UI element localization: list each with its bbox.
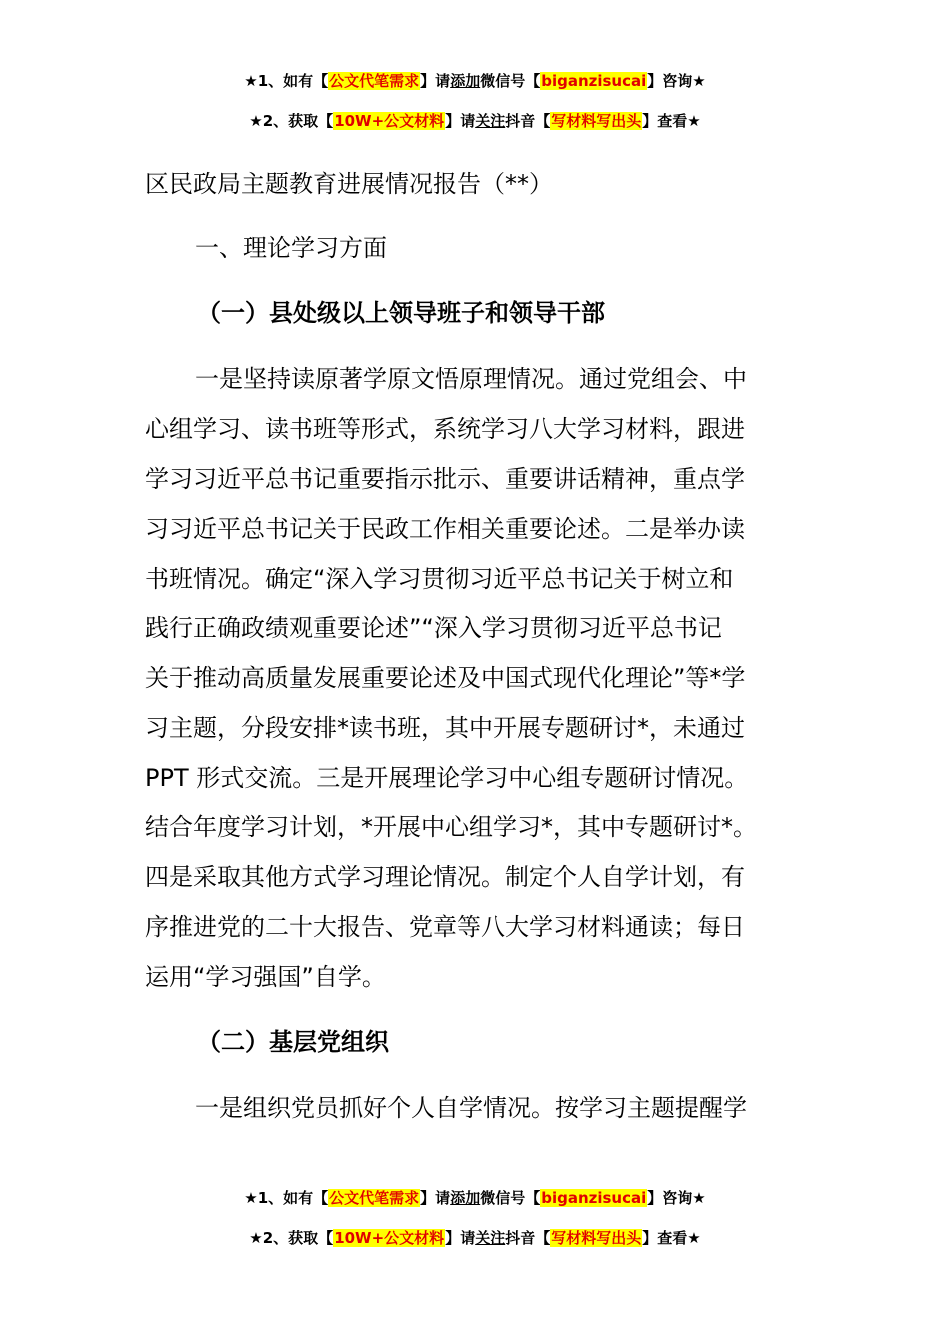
header-banner-line-2: ★2、获取【10W+公文材料】请关注抖音【写材料写出头】查看★ (249, 112, 701, 130)
footer-banner-line-1: ★1、如有【公文代笔需求】请添加微信号【biganzisucai】咨询★ (244, 1189, 706, 1207)
doc-title: 区民政局主题教育进展情况报告（**） (145, 170, 553, 198)
highlight-materials: 10W+公文材料 (334, 112, 445, 130)
section-heading-1: 一、理论学习方面 (195, 234, 387, 262)
paragraph-1-line: 习习近平总书记关于民政工作相关重要论述。二是举办读 (145, 515, 745, 543)
highlight-ghostwriting: 公文代笔需求 (329, 72, 420, 90)
highlight-wechat-id: biganzisucai (541, 1189, 647, 1207)
highlight-douyin: 写材料写出头 (551, 1229, 642, 1247)
paragraph-1-line: 践行正确政绩观重要论述”“深入学习贯彻习近平总书记 (145, 614, 722, 642)
paragraph-1-line: 结合年度学习计划，*开展中心组学习*，其中专题研讨*。 (145, 813, 757, 841)
paragraph-1-line: 运用“学习强国”自学。 (145, 963, 386, 991)
paragraph-1-line: 四是采取其他方式学习理论情况。制定个人自学计划，有 (145, 863, 745, 891)
highlight-materials: 10W+公文材料 (334, 1229, 445, 1247)
subsection-heading-2: （二）基层党组织 (197, 1028, 389, 1056)
paragraph-2-line: 一是组织党员抓好个人自学情况。按学习主题提醒学 (195, 1094, 747, 1122)
paragraph-1-line: 书班情况。确定“深入学习贯彻习近平总书记关于树立和 (145, 565, 734, 593)
paragraph-1-line: 习主题，分段安排*读书班，其中开展专题研讨*，未通过 (145, 714, 745, 742)
footer-banner-line-2: ★2、获取【10W+公文材料】请关注抖音【写材料写出头】查看★ (249, 1229, 701, 1247)
paragraph-1-line: 学习习近平总书记重要指示批示、重要讲话精神，重点学 (145, 465, 745, 493)
highlight-douyin: 写材料写出头 (551, 112, 642, 130)
highlight-ghostwriting: 公文代笔需求 (329, 1189, 420, 1207)
subsection-heading-1: （一）县处级以上领导班子和领导干部 (197, 299, 605, 327)
paragraph-1-line: PPT 形式交流。三是开展理论学习中心组专题研讨情况。 (145, 764, 749, 792)
paragraph-1-line: 心组学习、读书班等形式，系统学习八大学习材料，跟进 (145, 415, 745, 443)
paragraph-1-line: 一是坚持读原著学原文悟原理情况。通过党组会、中 (195, 365, 747, 393)
paragraph-1-line: 序推进党的二十大报告、党章等八大学习材料通读；每日 (145, 913, 745, 941)
highlight-wechat-id: biganzisucai (541, 72, 647, 90)
paragraph-1-line: 关于推动高质量发展重要论述及中国式现代化理论”等*学 (145, 664, 746, 692)
header-banner-line-1: ★1、如有【公文代笔需求】请添加微信号【biganzisucai】咨询★ (244, 72, 706, 90)
